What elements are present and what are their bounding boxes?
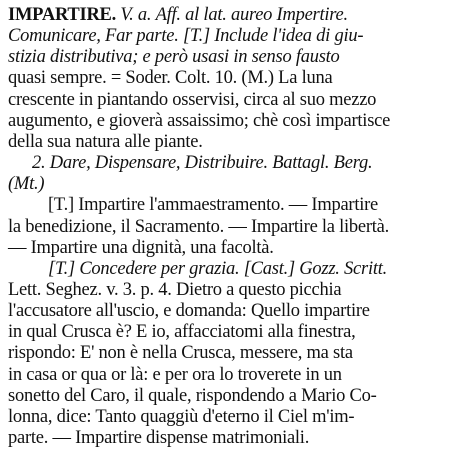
- sense-2-line-13: lonna, dice: Tanto quaggiù d'eterno il Ciel m'im-: [8, 406, 355, 427]
- entry-line-2: Comunicare, Far parte. [T.] Include l'idea di giu-: [8, 26, 364, 47]
- sense-2-line-3: [T.] Impartire l'ammaestramento. — Impartire: [48, 195, 378, 216]
- entry-line-3: stizia distributiva; e però usasi in senso fausto: [8, 47, 340, 68]
- headword: IMPARTIRE.: [8, 5, 117, 25]
- sense-2-line-5: — Impartire una dignità, una facoltà.: [8, 237, 274, 258]
- sense-2-line-11: in casa or qua or là: e per ora lo troverete in un: [8, 364, 342, 385]
- sense-2-line-10: rispondo: E' non è nella Crusca, messere, ma sta: [8, 343, 353, 364]
- entry-line-5: crescente in piantando osservisi, circa al suo mezzo: [8, 89, 377, 110]
- entry-line-7: della sua natura alle piante.: [8, 131, 203, 152]
- sense-2-line-8: l'accusatore all'uscio, e domanda: Quello impartire: [8, 301, 370, 322]
- sense-2-line-9: in qual Crusca è? E io, affacciatomi alla finestra,: [8, 322, 356, 343]
- sense-2-line-1: 2. Dare, Dispensare, Distribuire. Battagl. Berg.: [32, 153, 373, 174]
- sense-2-line-14: parte. — Impartire dispense matrimoniali.: [8, 428, 310, 448]
- entry-line-4: quasi sempre. = Soder. Colt. 10. (M.) La luna: [8, 68, 333, 89]
- entry-line-6: augumento, e gioverà assaissimo; chè così impartisce: [8, 110, 391, 131]
- etymology: Aff. al lat. aureo Impertire.: [155, 5, 348, 25]
- sense-2-line-12: sonetto del Caro, il quale, rispondendo a Mario Co-: [8, 385, 377, 406]
- grammar-label: V. a.: [120, 5, 152, 25]
- sense-2-line-7: Lett. Seghez. v. 3. p. 4. Dietro a questo picchia: [8, 279, 342, 300]
- entry-line-1: [8, 4, 348, 26]
- sense-2-line-4: la benedizione, il Sacramento. — Impartire la libertà.: [8, 216, 390, 237]
- sense-2-line-6: [T.] Concedere per grazia. [Cast.] Gozz. Scritt.: [48, 258, 388, 279]
- sense-2-line-2: (Mt.): [8, 174, 45, 195]
